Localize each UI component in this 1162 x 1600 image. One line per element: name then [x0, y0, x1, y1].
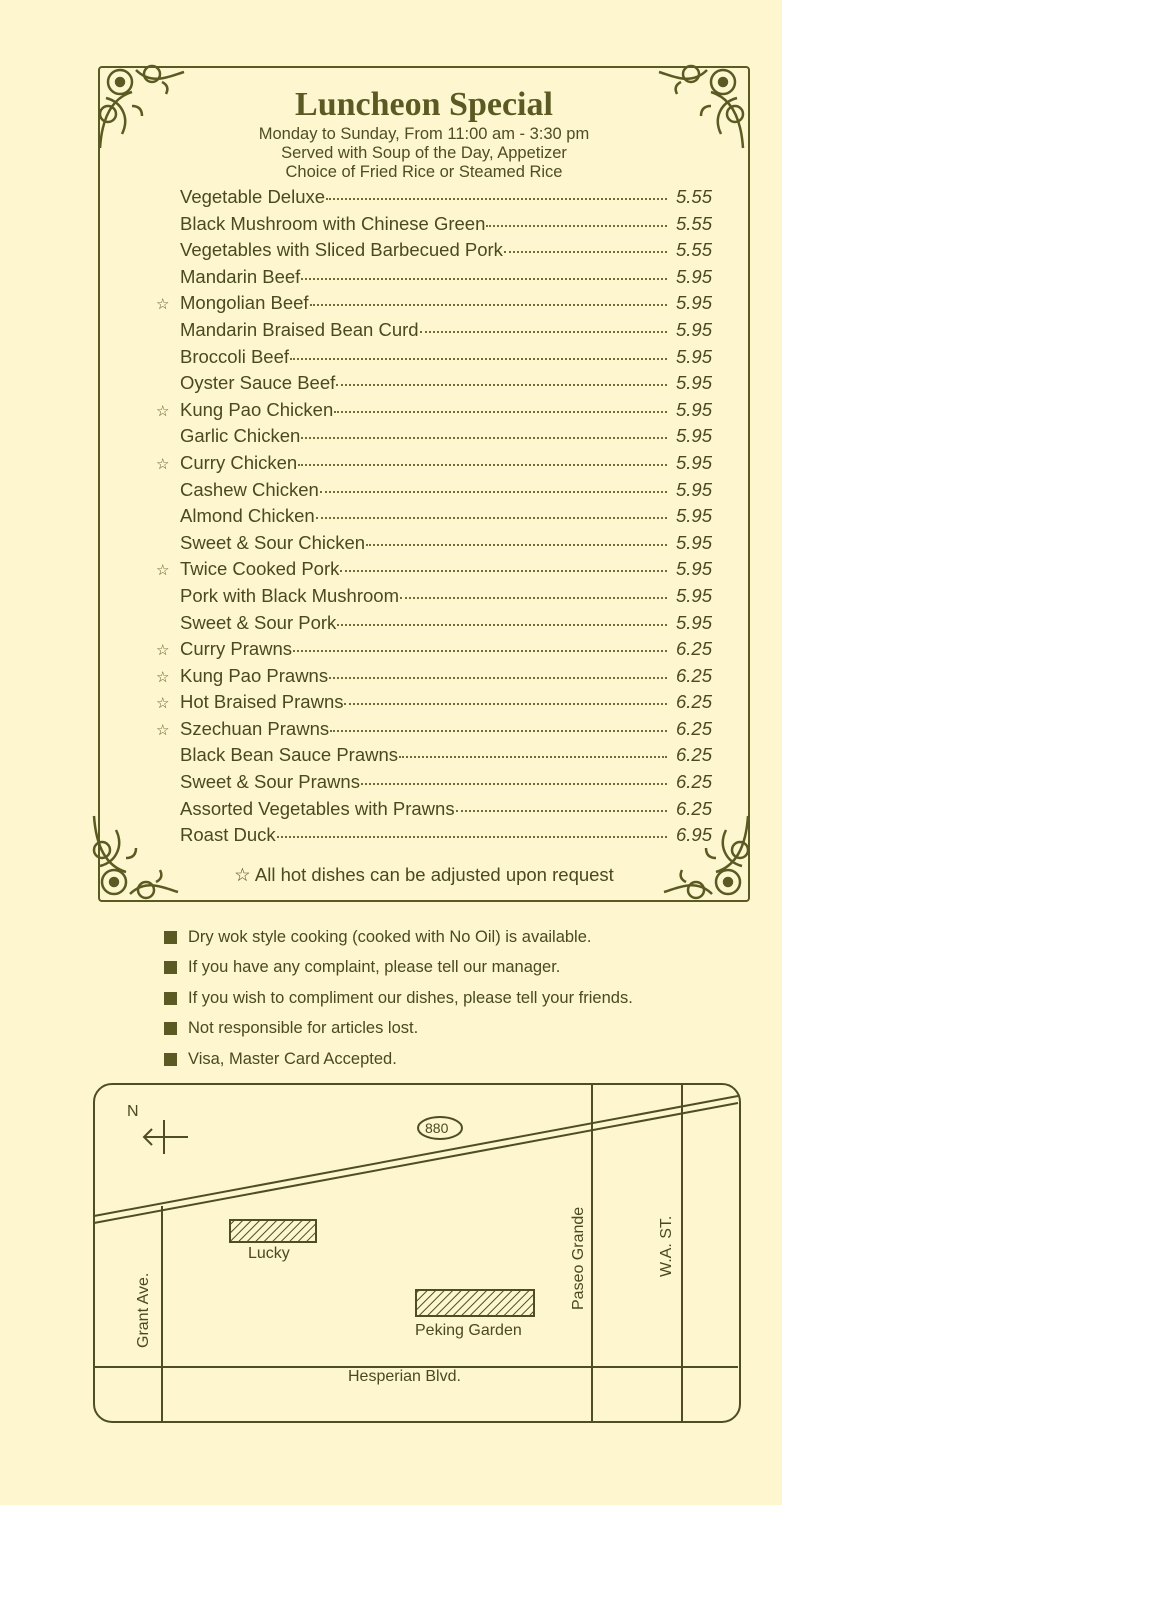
leader-dots: [316, 516, 667, 519]
menu-item-name: Broccoli Beef: [180, 345, 289, 367]
menu-item-name: Garlic Chicken: [180, 425, 301, 447]
menu-item-price: 5.55: [675, 186, 712, 207]
menu-item: [156, 399, 712, 426]
note-text: If you wish to compliment our dishes, please tell your friends.: [188, 988, 633, 1007]
menu-item-name: Hot Braised Prawns: [180, 691, 344, 713]
menu-item: [156, 691, 712, 718]
menu-item-name: Sweet & Sour Pork: [180, 611, 337, 633]
hesperian-blvd-label: Hesperian Blvd.: [348, 1368, 461, 1385]
menu-item: [156, 824, 712, 851]
hot-star-icon: ☆: [156, 562, 170, 580]
leader-dots: [329, 676, 667, 679]
note-item: [164, 1014, 633, 1045]
menu-item-name: Szechuan Prawns: [180, 717, 330, 739]
highway-880-label: 880: [425, 1120, 449, 1136]
menu-item-price: 5.95: [675, 478, 712, 500]
square-bullet-icon: [164, 931, 177, 944]
menu-item: [156, 266, 712, 293]
leader-dots: [330, 729, 667, 732]
leader-dots: [326, 197, 667, 200]
leader-dots: [361, 782, 667, 785]
menu-item-price: 5.95: [675, 531, 712, 553]
note-item: [164, 953, 633, 984]
menu-item-name: Black Mushroom with Chinese Green: [180, 212, 486, 234]
menu-item-price: 6.25: [675, 797, 712, 819]
leader-dots: [293, 649, 667, 652]
note-text: Visa, Master Card Accepted.: [188, 1049, 397, 1068]
menu-item: [156, 186, 712, 213]
menu-item: [156, 319, 712, 346]
menu-item-price: 5.95: [675, 558, 712, 580]
menu-item-price: 5.95: [675, 451, 712, 473]
leader-dots: [344, 702, 667, 705]
leader-dots: [420, 330, 667, 333]
notes-list: [164, 922, 633, 1075]
square-bullet-icon: [164, 992, 177, 1005]
menu-item-price: 5.95: [675, 505, 712, 527]
grant-ave-label: Grant Ave.: [135, 1272, 152, 1348]
menu-item: [156, 718, 712, 745]
menu-item-price: 6.25: [675, 771, 712, 793]
menu-item-price: 5.95: [675, 611, 712, 633]
menu-item: [156, 744, 712, 771]
menu-item: [156, 585, 712, 612]
menu-item-price: 6.95: [675, 824, 712, 846]
menu-item-name: Oyster Sauce Beef: [180, 372, 336, 394]
menu-item-name: Vegetable Deluxe: [180, 186, 326, 207]
square-bullet-icon: [164, 1022, 177, 1035]
leader-dots: [456, 809, 667, 812]
menu-item: [156, 346, 712, 373]
peking-garden-building: [416, 1290, 534, 1316]
menu-item: [156, 771, 712, 798]
note-text: Dry wok style cooking (cooked with No Oil) is available.: [188, 927, 592, 946]
menu-item-price: 5.95: [675, 584, 712, 606]
menu-item-price: 5.95: [675, 318, 712, 340]
leader-dots: [340, 569, 667, 572]
menu-item-price: 5.95: [675, 345, 712, 367]
menu-item: [156, 532, 712, 559]
menu-item-price: 6.25: [675, 717, 712, 739]
hot-star-icon: ☆: [156, 402, 170, 420]
leader-dots: [301, 436, 667, 439]
note-text: Not responsible for articles lost.: [188, 1019, 419, 1038]
menu-item-name: Cashew Chicken: [180, 478, 319, 500]
note-item: [164, 983, 633, 1014]
menu-item: [156, 372, 712, 399]
menu-title: Luncheon Special: [295, 86, 553, 123]
leader-dots: [399, 755, 667, 758]
menu-item-price: 5.95: [675, 265, 712, 287]
paseo-grande-label: Paseo Grande: [570, 1206, 587, 1310]
wa-st-label: W.A. ST.: [658, 1215, 675, 1277]
menu-item-name: Kung Pao Chicken: [180, 398, 334, 420]
menu-item-name: Mongolian Beef: [180, 292, 309, 314]
menu-item-price: 6.25: [675, 744, 712, 766]
leader-dots: [277, 835, 667, 838]
north-label: N: [127, 1103, 139, 1120]
leader-dots: [334, 410, 667, 413]
menu-item-name: Roast Duck: [180, 824, 276, 846]
menu-item-price: 5.55: [675, 212, 712, 234]
menu-item-price: 5.55: [675, 239, 712, 261]
menu-item-name: Mandarin Beef: [180, 265, 301, 287]
menu-item-name: Black Bean Sauce Prawns: [180, 744, 399, 766]
menu-item-price: 5.95: [675, 425, 712, 447]
menu-item-name: Almond Chicken: [180, 505, 315, 527]
menu-item-price: 6.25: [675, 691, 712, 713]
note-item: [164, 922, 633, 953]
lucky-label: Lucky: [248, 1245, 290, 1262]
menu-item-name: Curry Prawns: [180, 638, 293, 660]
leader-dots: [301, 277, 667, 280]
menu-item: [156, 505, 712, 532]
note-item: [164, 1044, 633, 1075]
hot-star-icon: ☆: [156, 296, 170, 314]
hot-star-icon: ☆: [156, 668, 170, 686]
leader-dots: [400, 596, 667, 599]
leader-dots: [336, 383, 667, 386]
note-text: If you have any complaint, please tell our manager.: [188, 958, 561, 977]
square-bullet-icon: [164, 1053, 177, 1066]
menu-item: [156, 665, 712, 692]
menu-item: [156, 479, 712, 506]
menu-item-name: Sweet & Sour Chicken: [180, 531, 366, 553]
menu-hours: Monday to Sunday, From 11:00 am - 3:30 pm: [258, 125, 590, 143]
menu-item-price: 5.95: [675, 372, 712, 394]
menu-item-name: Sweet & Sour Prawns: [180, 771, 360, 793]
peking-garden-label: Peking Garden: [415, 1322, 522, 1339]
menu-item-name: Pork with Black Mushroom: [180, 584, 399, 606]
menu-served-with: Served with Soup of the Day, Appetizer: [281, 144, 567, 162]
leader-dots: [504, 250, 667, 253]
leader-dots: [310, 303, 667, 306]
hot-dishes-footnote: ☆ All hot dishes can be adjusted upon request: [234, 864, 614, 885]
menu-item: [156, 292, 712, 319]
menu-item-price: 5.95: [675, 292, 712, 314]
menu-item-name: Kung Pao Prawns: [180, 664, 329, 686]
menu-item: [156, 213, 712, 240]
menu-item-name: Curry Chicken: [180, 451, 298, 473]
menu-item-list: [156, 186, 712, 851]
square-bullet-icon: [164, 961, 177, 974]
menu-item-name: Mandarin Braised Bean Curd: [180, 318, 419, 340]
hot-star-icon: ☆: [156, 642, 170, 660]
hot-star-icon: ☆: [156, 721, 170, 739]
menu-item: [156, 612, 712, 639]
leader-dots: [320, 490, 667, 493]
menu-item-price: 5.95: [675, 398, 712, 420]
menu-item-name: Assorted Vegetables with Prawns: [180, 797, 455, 819]
leader-dots: [290, 357, 667, 360]
lucky-building: [230, 1220, 316, 1242]
menu-item: [156, 558, 712, 585]
leader-dots: [366, 543, 667, 546]
hot-star-icon: ☆: [156, 695, 170, 713]
menu-item-price: 6.25: [675, 664, 712, 686]
menu-item-price: 6.25: [675, 638, 712, 660]
menu-item: [156, 239, 712, 266]
leader-dots: [486, 224, 667, 227]
leader-dots: [337, 623, 667, 626]
menu-rice-choice: Choice of Fried Rice or Steamed Rice: [285, 163, 563, 181]
leader-dots: [298, 463, 667, 466]
menu-item: [156, 425, 712, 452]
hot-star-icon: ☆: [156, 455, 170, 473]
menu-item: [156, 638, 712, 665]
menu-item-name: Vegetables with Sliced Barbecued Pork: [180, 239, 503, 261]
menu-item: [156, 798, 712, 825]
menu-item: [156, 452, 712, 479]
menu-item-name: Twice Cooked Pork: [180, 558, 340, 580]
